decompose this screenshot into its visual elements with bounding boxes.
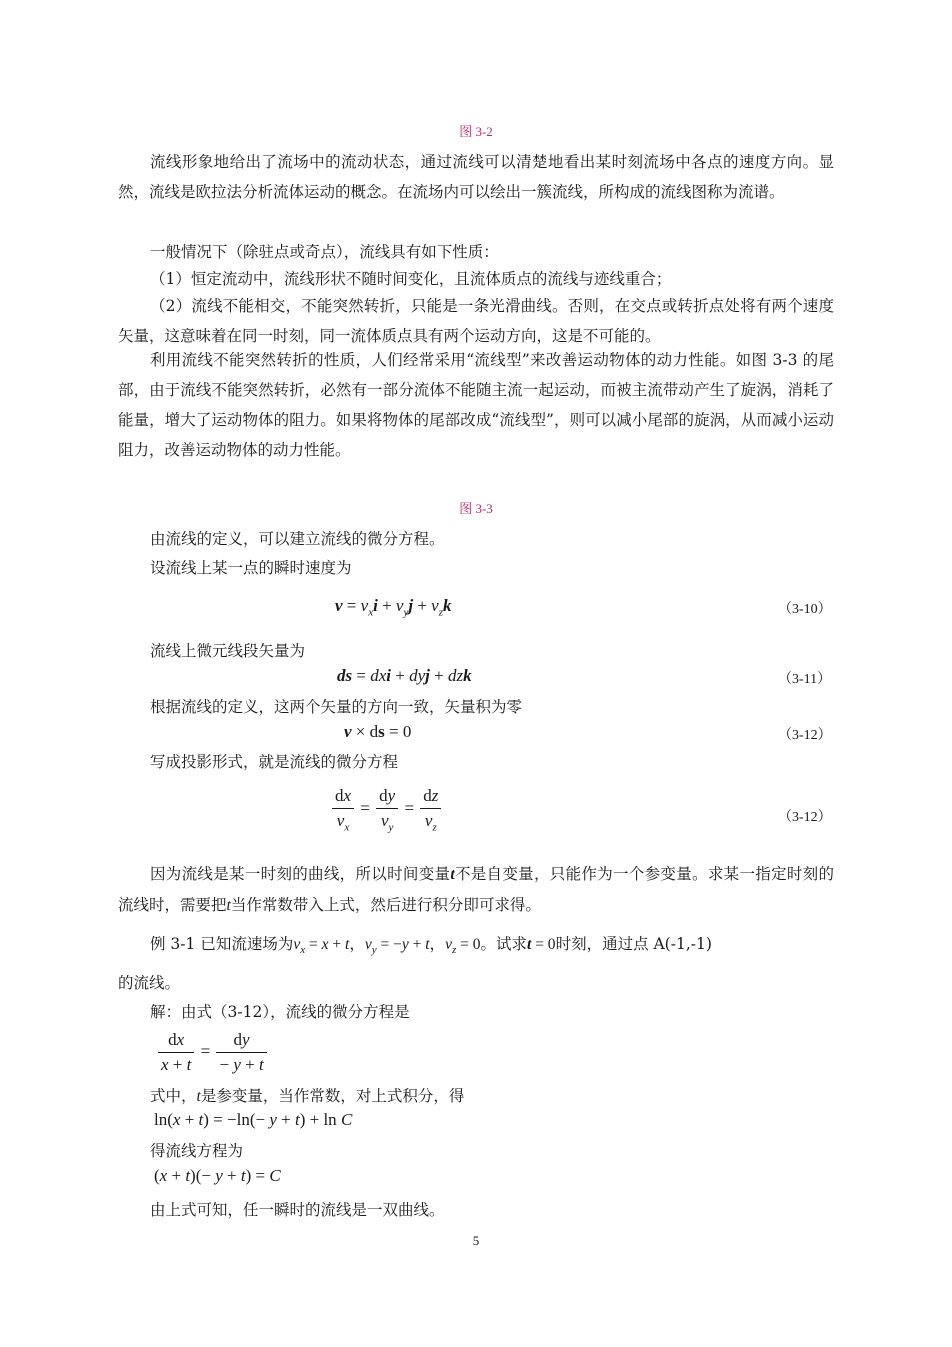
paragraph-projection-intro: 写成投影形式，就是流线的微分方程 bbox=[150, 753, 399, 771]
solution-intro: 解：由式（3-12），流线的微分方程是 bbox=[150, 1003, 410, 1021]
paragraph-streamline-definition: 流线形象地给出了流场中的流动状态，通过流线可以清楚地看出某时刻流场中各点的速度方向。显然，流线是欧拉法分析流体运动的概念。在流场内可以绘出一簇流线，所构成的流线图称为流谱。 bbox=[118, 153, 834, 201]
equation-number-3-12-a: （3-12） bbox=[778, 728, 832, 743]
equation-line-element: ds = dxi + dyj + dzk bbox=[337, 666, 472, 685]
paragraph-streamline-shape: 利用流线不能突然转折的性质，人们经常采用“流线型”来改善运动物体的动力性能。如图 3-3 的尾部，由于流线不能突然转折，必然有一部分流体不能随主流一起运动，而被主流带动产生了旋涡，消耗了能量，增大了运动物体的阻力。如果将物体的尾部改成“流线型”，则可以减小尾部的旋涡，从而减小运动阻力，改善运动物体的动力性能。 bbox=[118, 351, 834, 459]
paragraph-differential-intro: 由流线的定义，可以建立流线的微分方程。 bbox=[150, 530, 445, 548]
solution-parameter-note: 式中，t是参变量，当作常数，对上式积分，得 bbox=[150, 1087, 465, 1105]
figure-caption-3-3: 图 3-3 bbox=[459, 501, 493, 516]
equation-number-3-12-b: （3-12） bbox=[778, 810, 832, 825]
equation-streamline-differential: $\frac{dx}{v_x}$ = $\frac{dy}{v_y}$ = $\frac{dz}{v_z}$ bbox=[330, 786, 443, 833]
figure-caption-3-2: 图 3-2 bbox=[459, 124, 493, 139]
property-1: （1）恒定流动中，流线形状不随时间变化，且流体质点的流线与迹线重合； bbox=[150, 270, 672, 288]
paragraph-velocity-intro: 设流线上某一点的瞬时速度为 bbox=[150, 559, 352, 577]
equation-integrated: ln(x + t) = −ln(− y + t) + ln C bbox=[154, 1110, 353, 1129]
equation-number-3-11: （3-11） bbox=[778, 672, 832, 687]
equation-velocity: $v = v_xi + v_yj + v_zk$ bbox=[335, 596, 452, 619]
paragraph-time-parameter: 因为流线是某一时刻的曲线，所以时间变量t不是自变量，只能作为一个参变量。求某一指定时刻的流线时，需要把t当作常数带入上式，然后进行积分即可求得。 bbox=[118, 865, 834, 914]
example-3-1-statement: 例 3-1 已知流速场为$v_x = x + t$，$v_y = -y + t$，$v_z = 0$。试求t = 0时刻，通过点 A(-1,-1) bbox=[150, 935, 712, 957]
property-2: （2）流线不能相交，不能突然转折，只能是一条光滑曲线。否则，在交点或转折点处将有两个速度矢量，这意味着在同一时刻，同一流体质点具有两个运动方向，这是不可能的。 bbox=[118, 297, 834, 345]
equation-cross-product: v × ds = 0 bbox=[344, 722, 412, 741]
solution-streamline-equation-intro: 得流线方程为 bbox=[150, 1142, 244, 1160]
equation-number-3-10: （3-10） bbox=[778, 602, 832, 617]
paragraph-cross-product-intro: 根据流线的定义，这两个矢量的方向一致，矢量积为零 bbox=[150, 698, 523, 716]
example-3-1-statement-end: 的流线。 bbox=[118, 974, 181, 992]
paragraph-line-element-intro: 流线上微元线段矢量为 bbox=[150, 642, 306, 660]
paragraph-properties-intro: 一般情况下（除驻点或奇点），流线具有如下性质： bbox=[150, 243, 499, 261]
equation-hyperbola: (x + t)(− y + t) = C bbox=[154, 1166, 281, 1185]
solution-conclusion: 由上式可知，任一瞬时的流线是一双曲线。 bbox=[150, 1201, 445, 1219]
page-number: 5 bbox=[472, 1233, 480, 1248]
equation-example-differential: $\frac{dx}{x + t}$ = $\frac{dy}{- y + t}$ bbox=[156, 1030, 269, 1075]
